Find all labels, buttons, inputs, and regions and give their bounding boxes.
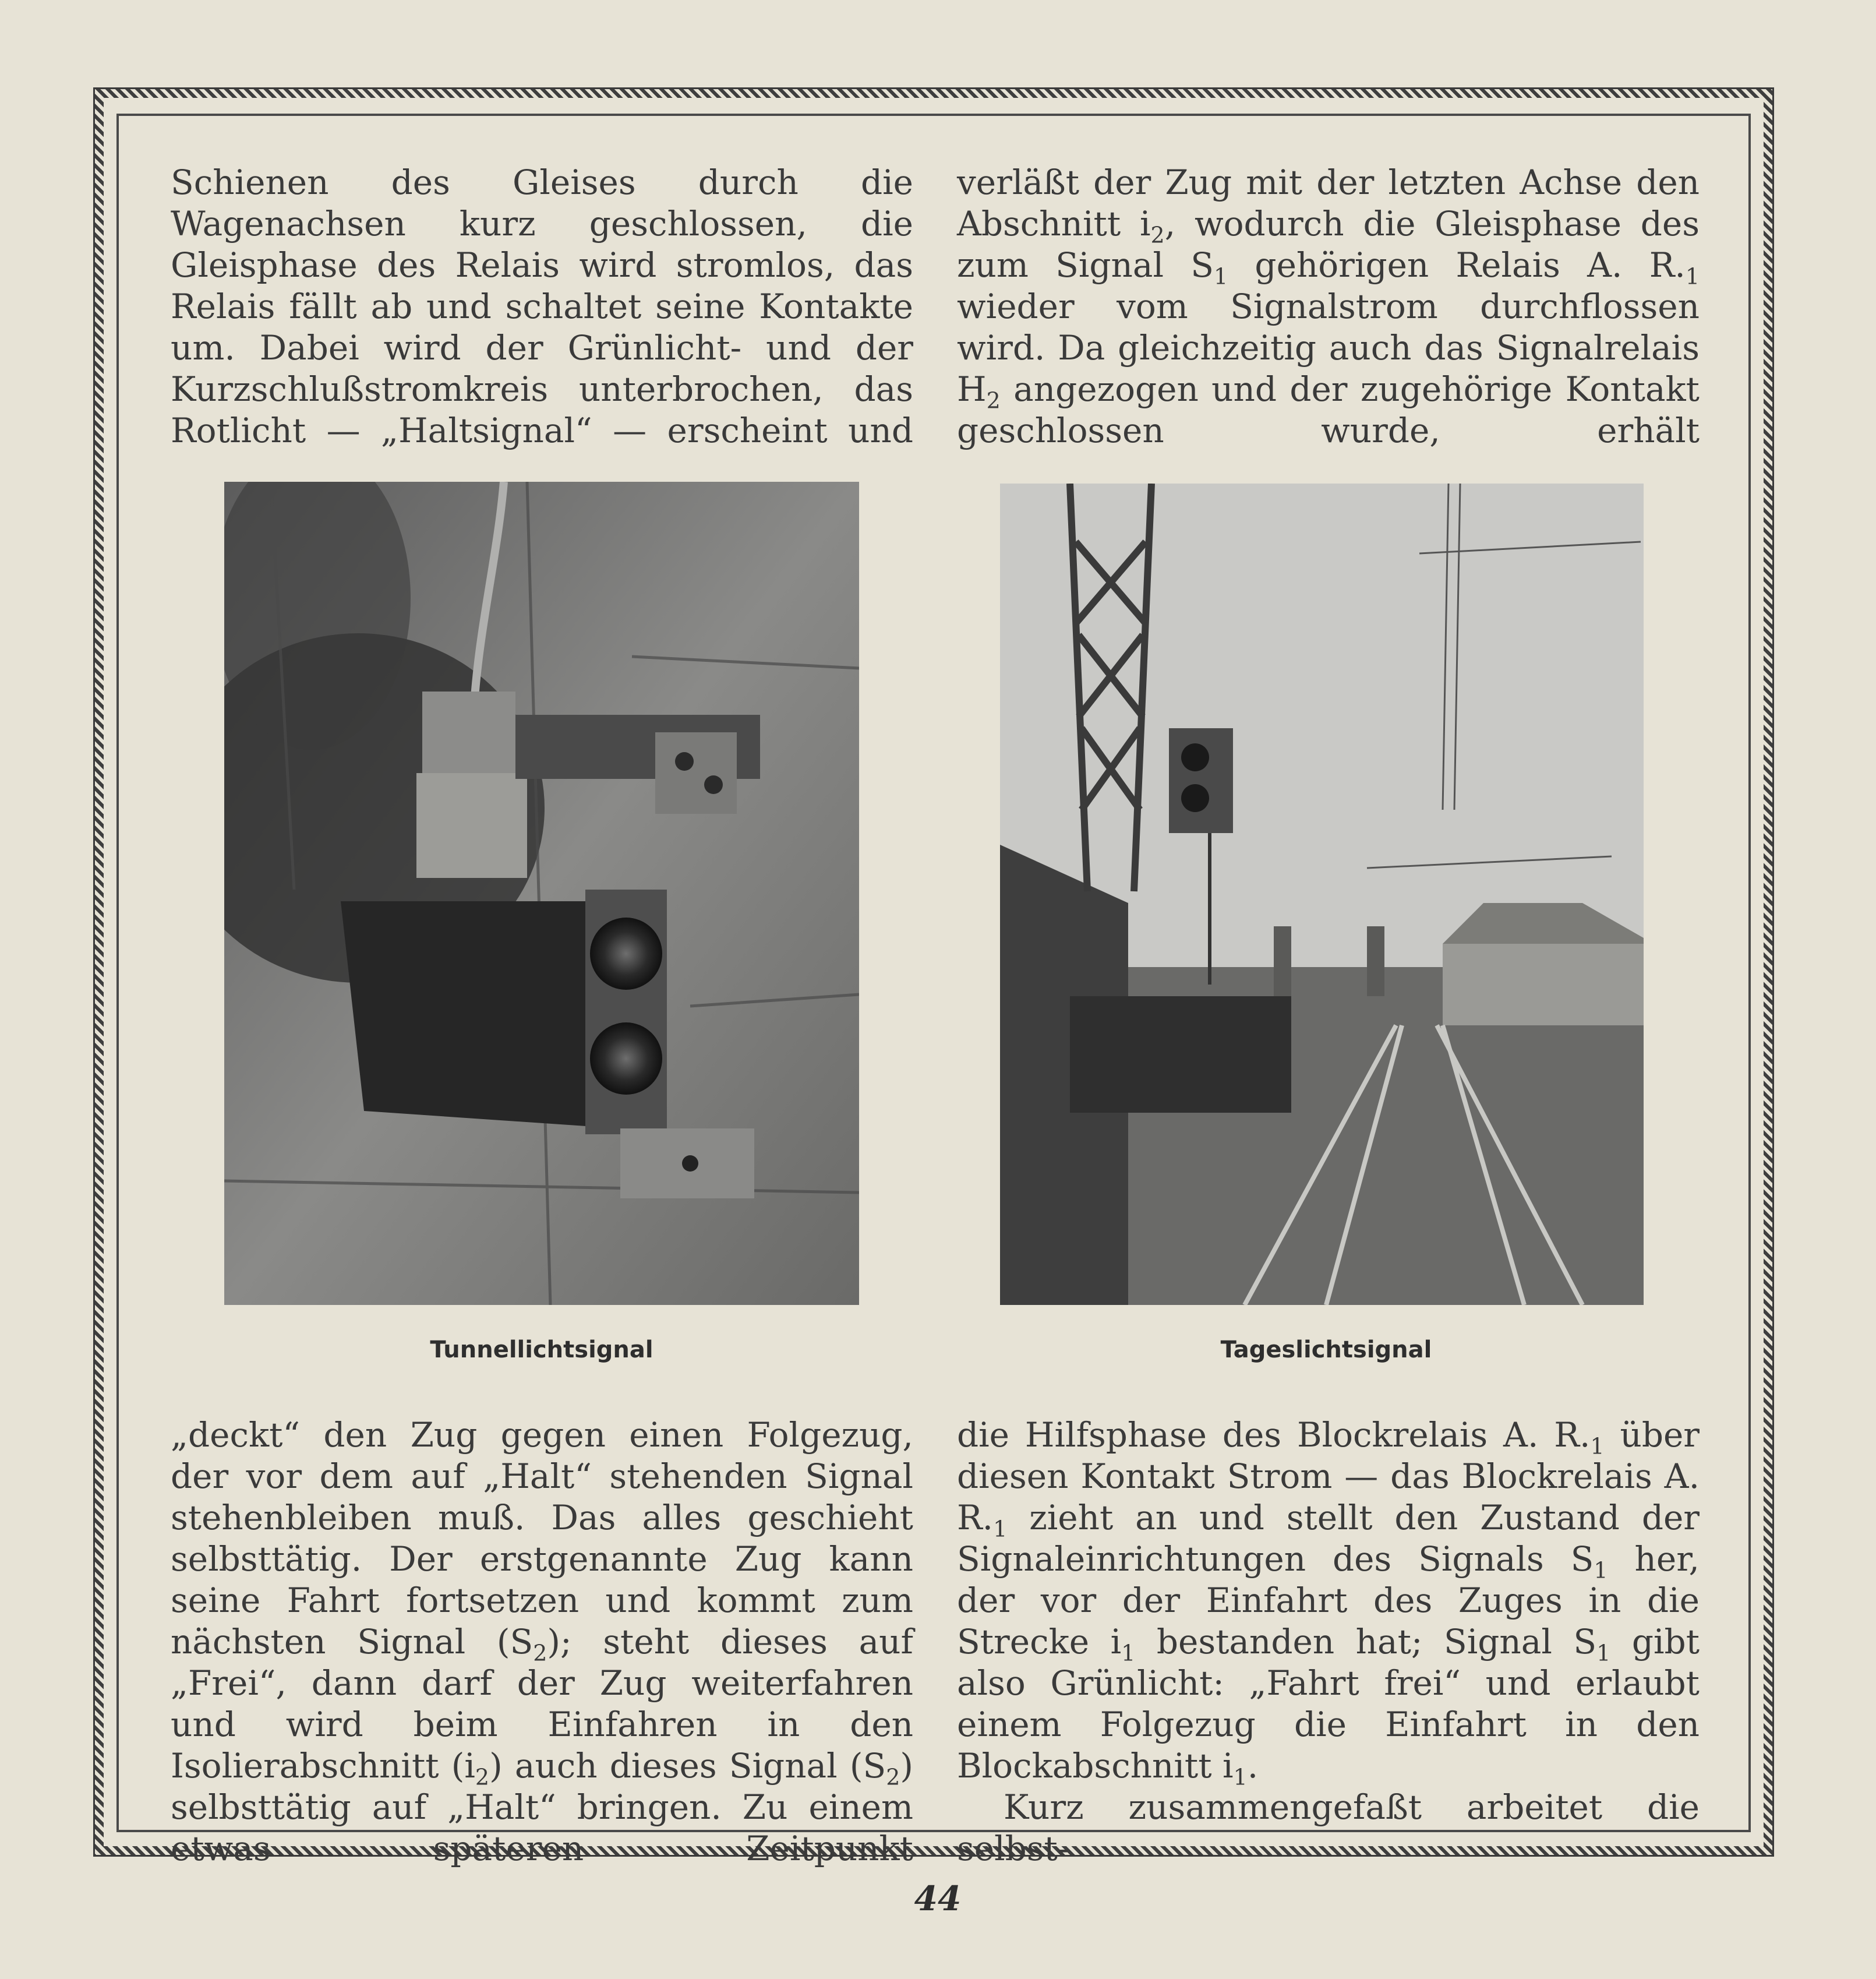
text-column-top-right [957, 162, 1700, 451]
page-number: 44 [914, 1879, 962, 1918]
paragraph: Schienen des Gleises durch die Wagenachsen kurz geschlossen, die Gleisphase des Relais wird stromlos, das Relais fällt ab und schaltet seine Kontakte um. Dabei wird der Grünlicht- und der Kurzschlußstromkreis unterbrochen, das Rotlicht — „Haltsignal“ — erscheint und [171, 163, 913, 450]
daylight-signal-photo [1000, 484, 1644, 1305]
figure-caption-right: Tageslichtsignal [1220, 1336, 1432, 1363]
text-column-bottom-right [957, 1414, 1700, 1869]
paragraph: Kurz zusammengefaßt arbeitet die selbst- [957, 1787, 1700, 1868]
paragraph: die Hilfsphase des Blockrelais A. $R._1$ über diesen Kontakt Strom — das Blockrelais A. $R._1$ zieht an und stellt den Zustand der Signaleinrichtungen des Signals $S_1$ her, der vor der Einfahrt des Zuges in die Strecke $i_1$ bestanden hat; Signal $S_1$ gibt also Grünlicht: „Fahrt frei“ und erlaubt einem Folgezug die Einfahrt in den Blockabschnitt $i_1$. [957, 1415, 1700, 1790]
text-column-top-left [171, 162, 913, 451]
paragraph: verläßt der Zug mit der letzten Achse den Abschnitt $i_2$, wodurch die Gleisphase des zum Signal $S_1$ gehörigen Relais A. $R._1$ wieder vom Signalstrom durchflossen wird. Da gleichzeitig auch das Signalrelais $H_2$ angezogen und der zugehörige Kontakt geschlossen wurde, erhält [957, 163, 1700, 450]
paragraph: „deckt“ den Zug gegen einen Folgezug, der vor dem auf „Halt“ stehenden Signal stehenbleiben muß. Das alles geschieht selbsttätig. Der erstgenannte Zug kann seine Fahrt fortsetzen und kommt zum nächsten Signal $(S_2)$; steht dieses auf „Frei“, dann darf der Zug weiterfahren und wird beim Einfahren in den Isolierabschnitt $(i_2)$ auch dieses Signal $(S_2)$ selbsttätig auf „Halt“ bringen. Zu einem etwas späteren Zeitpunkt [171, 1415, 914, 1868]
tunnel-signal-photo [224, 482, 859, 1305]
text-column-bottom-left [171, 1414, 913, 1869]
daylight-signal-illustration [1000, 484, 1644, 1305]
tunnel-signal-illustration [224, 482, 859, 1305]
figure-caption-left: Tunnellichtsignal [430, 1336, 653, 1363]
